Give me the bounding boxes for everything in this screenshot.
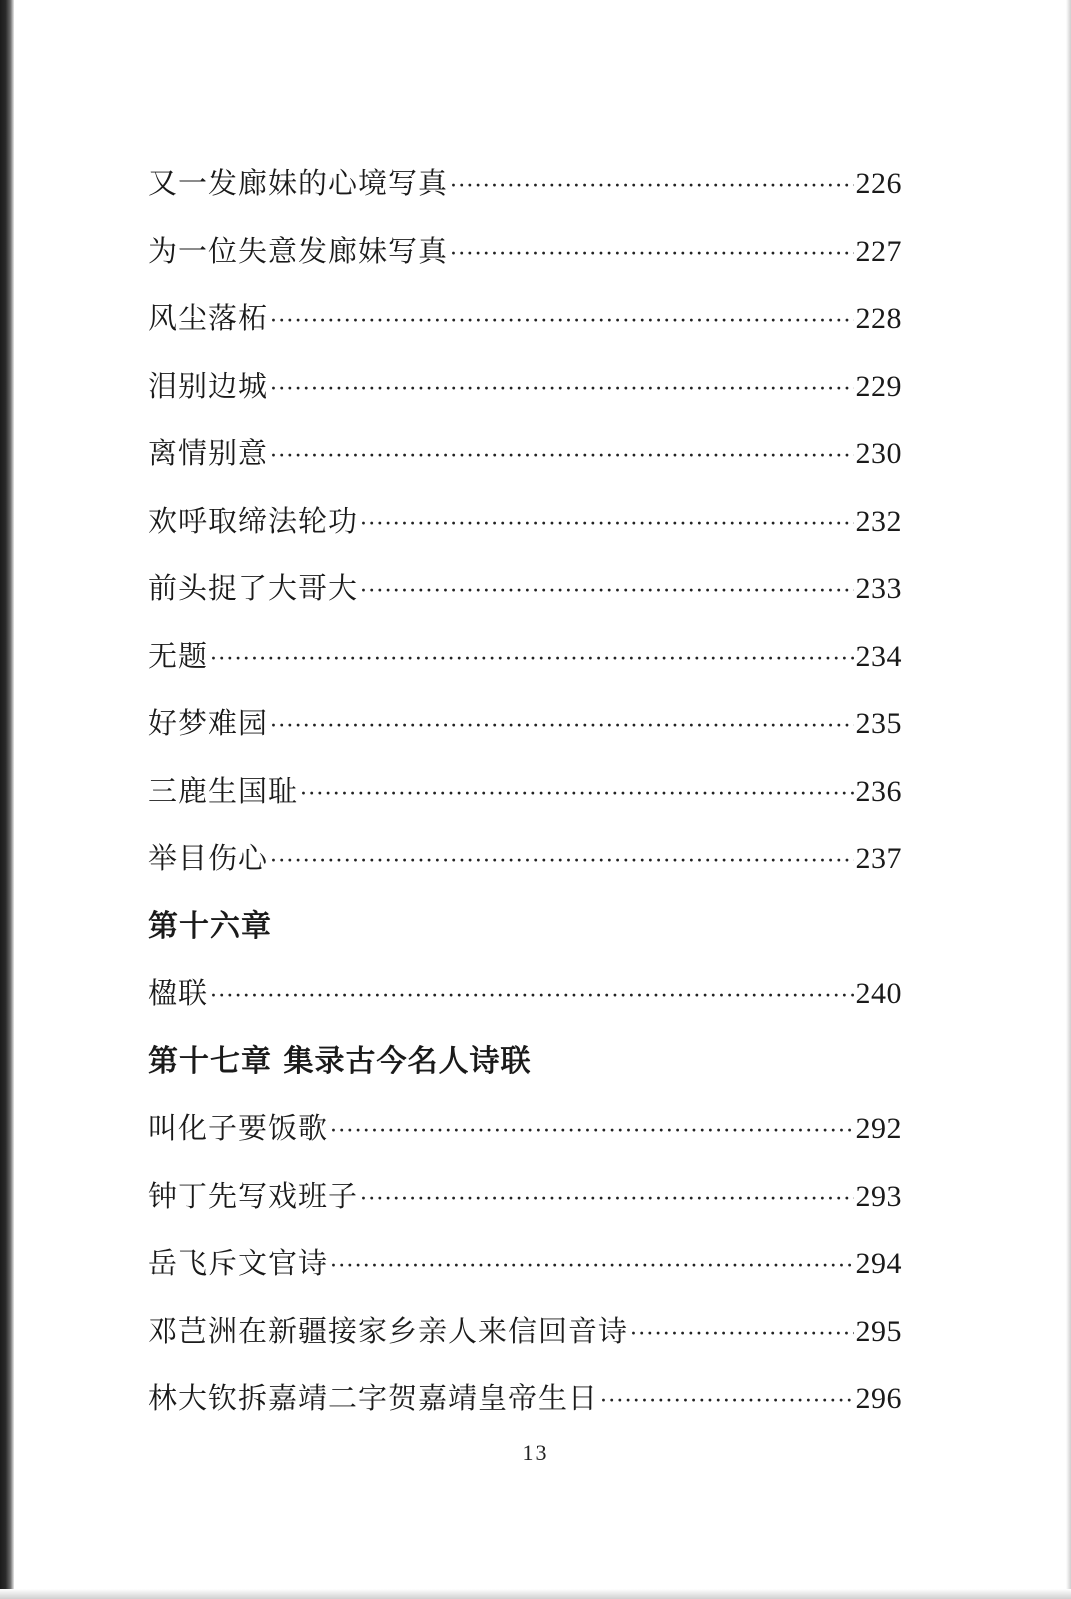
toc-entry-title: 离情别意: [148, 436, 269, 470]
toc-entry-page: 236: [855, 774, 902, 808]
dot-leader: [330, 1098, 853, 1166]
toc-entry-page: 228: [855, 302, 902, 335]
dot-leader: [270, 828, 853, 896]
dot-leader: [300, 761, 853, 829]
toc-entry: [148, 623, 902, 691]
toc-entry: [148, 1230, 902, 1298]
dot-leader: [210, 626, 853, 694]
dot-leader: [270, 288, 853, 356]
toc-entry-page: 237: [855, 842, 902, 875]
toc-entry-title: 又一发廊妹的心境写真: [148, 166, 449, 200]
toc-entry-page: 294: [855, 1247, 902, 1280]
toc-entry: [148, 218, 902, 286]
toc-entry-title: 三鹿生国耻: [148, 773, 299, 808]
dot-leader: [630, 1301, 853, 1369]
dot-leader: [270, 356, 853, 424]
toc-entry-title: 钟丁先写戏班子: [148, 1178, 359, 1213]
toc-entry-title: 好梦难园: [148, 706, 269, 740]
scan-shadow-left: [0, 0, 14, 1599]
toc-entry: [148, 150, 902, 218]
toc-entry-page: 232: [855, 504, 902, 538]
dot-leader: [330, 1233, 853, 1301]
toc-entry-page: 233: [855, 572, 902, 605]
dot-leader: [270, 693, 853, 761]
toc-entry-title: 邓芑洲在新疆接家乡亲人来信回音诗: [148, 1313, 629, 1348]
toc-entry: [148, 353, 902, 421]
toc-entry: [148, 1298, 902, 1366]
toc-entry-title: 林大钦拆嘉靖二字贺嘉靖皇帝生日: [148, 1381, 599, 1415]
scan-shadow-right: [1066, 0, 1071, 1599]
toc-entry: [148, 960, 902, 1028]
toc-entry-title: 无题: [148, 638, 209, 673]
dot-leader: [210, 963, 853, 1031]
toc-entry: [148, 1365, 902, 1433]
page-number: 13: [522, 1440, 549, 1465]
toc-entry-title: 风尘落柘: [148, 301, 269, 335]
toc-entry: [148, 1163, 902, 1231]
toc-entry-title: 岳飞斥文官诗: [148, 1246, 329, 1280]
toc-entry-page: 227: [855, 234, 902, 268]
toc-entry-page: 240: [855, 977, 902, 1010]
toc-entry: [148, 690, 902, 758]
toc-entry: [148, 1095, 902, 1163]
toc-entry: [148, 758, 902, 826]
table-of-contents: [148, 150, 902, 1433]
toc-entry-page: 235: [855, 707, 902, 740]
toc-entry-page: 230: [855, 437, 902, 470]
dot-leader: [360, 491, 853, 559]
toc-entry: [148, 488, 902, 556]
dot-leader: [270, 423, 853, 491]
scan-shadow-bottom: [0, 1589, 1071, 1599]
toc-entry: [148, 285, 902, 353]
toc-entry: [148, 825, 902, 893]
toc-entry-page: 296: [855, 1382, 902, 1415]
toc-entry-title: 欢呼取缔法轮功: [148, 503, 359, 538]
toc-entry-title: 为一位失意发廊妹写真: [148, 233, 449, 268]
toc-entry: [148, 420, 902, 488]
dot-leader: [600, 1368, 853, 1436]
toc-entry-title: 举目伤心: [148, 841, 269, 875]
dot-leader: [450, 153, 853, 221]
toc-entry-page: 292: [855, 1112, 902, 1145]
toc-entry-page: 293: [855, 1179, 902, 1213]
toc-entry-title: 前头捉了大哥大: [148, 571, 359, 605]
toc-entry: [148, 555, 902, 623]
toc-entry-title: 楹联: [148, 976, 209, 1010]
toc-entry-page: 226: [855, 167, 902, 200]
toc-entry-title: 泪别边城: [148, 368, 269, 403]
toc-entry-page: 229: [855, 369, 902, 403]
dot-leader: [450, 221, 853, 289]
chapter-heading: 第十六章: [148, 908, 272, 944]
toc-entry-page: 295: [855, 1314, 902, 1348]
chapter-heading: 第十七章 集录古今名人诗联: [148, 1043, 532, 1079]
toc-entry-title: 叫化子要饭歌: [148, 1111, 329, 1145]
dot-leader: [360, 558, 853, 626]
toc-entry-page: 234: [855, 639, 902, 673]
dot-leader: [360, 1166, 853, 1234]
